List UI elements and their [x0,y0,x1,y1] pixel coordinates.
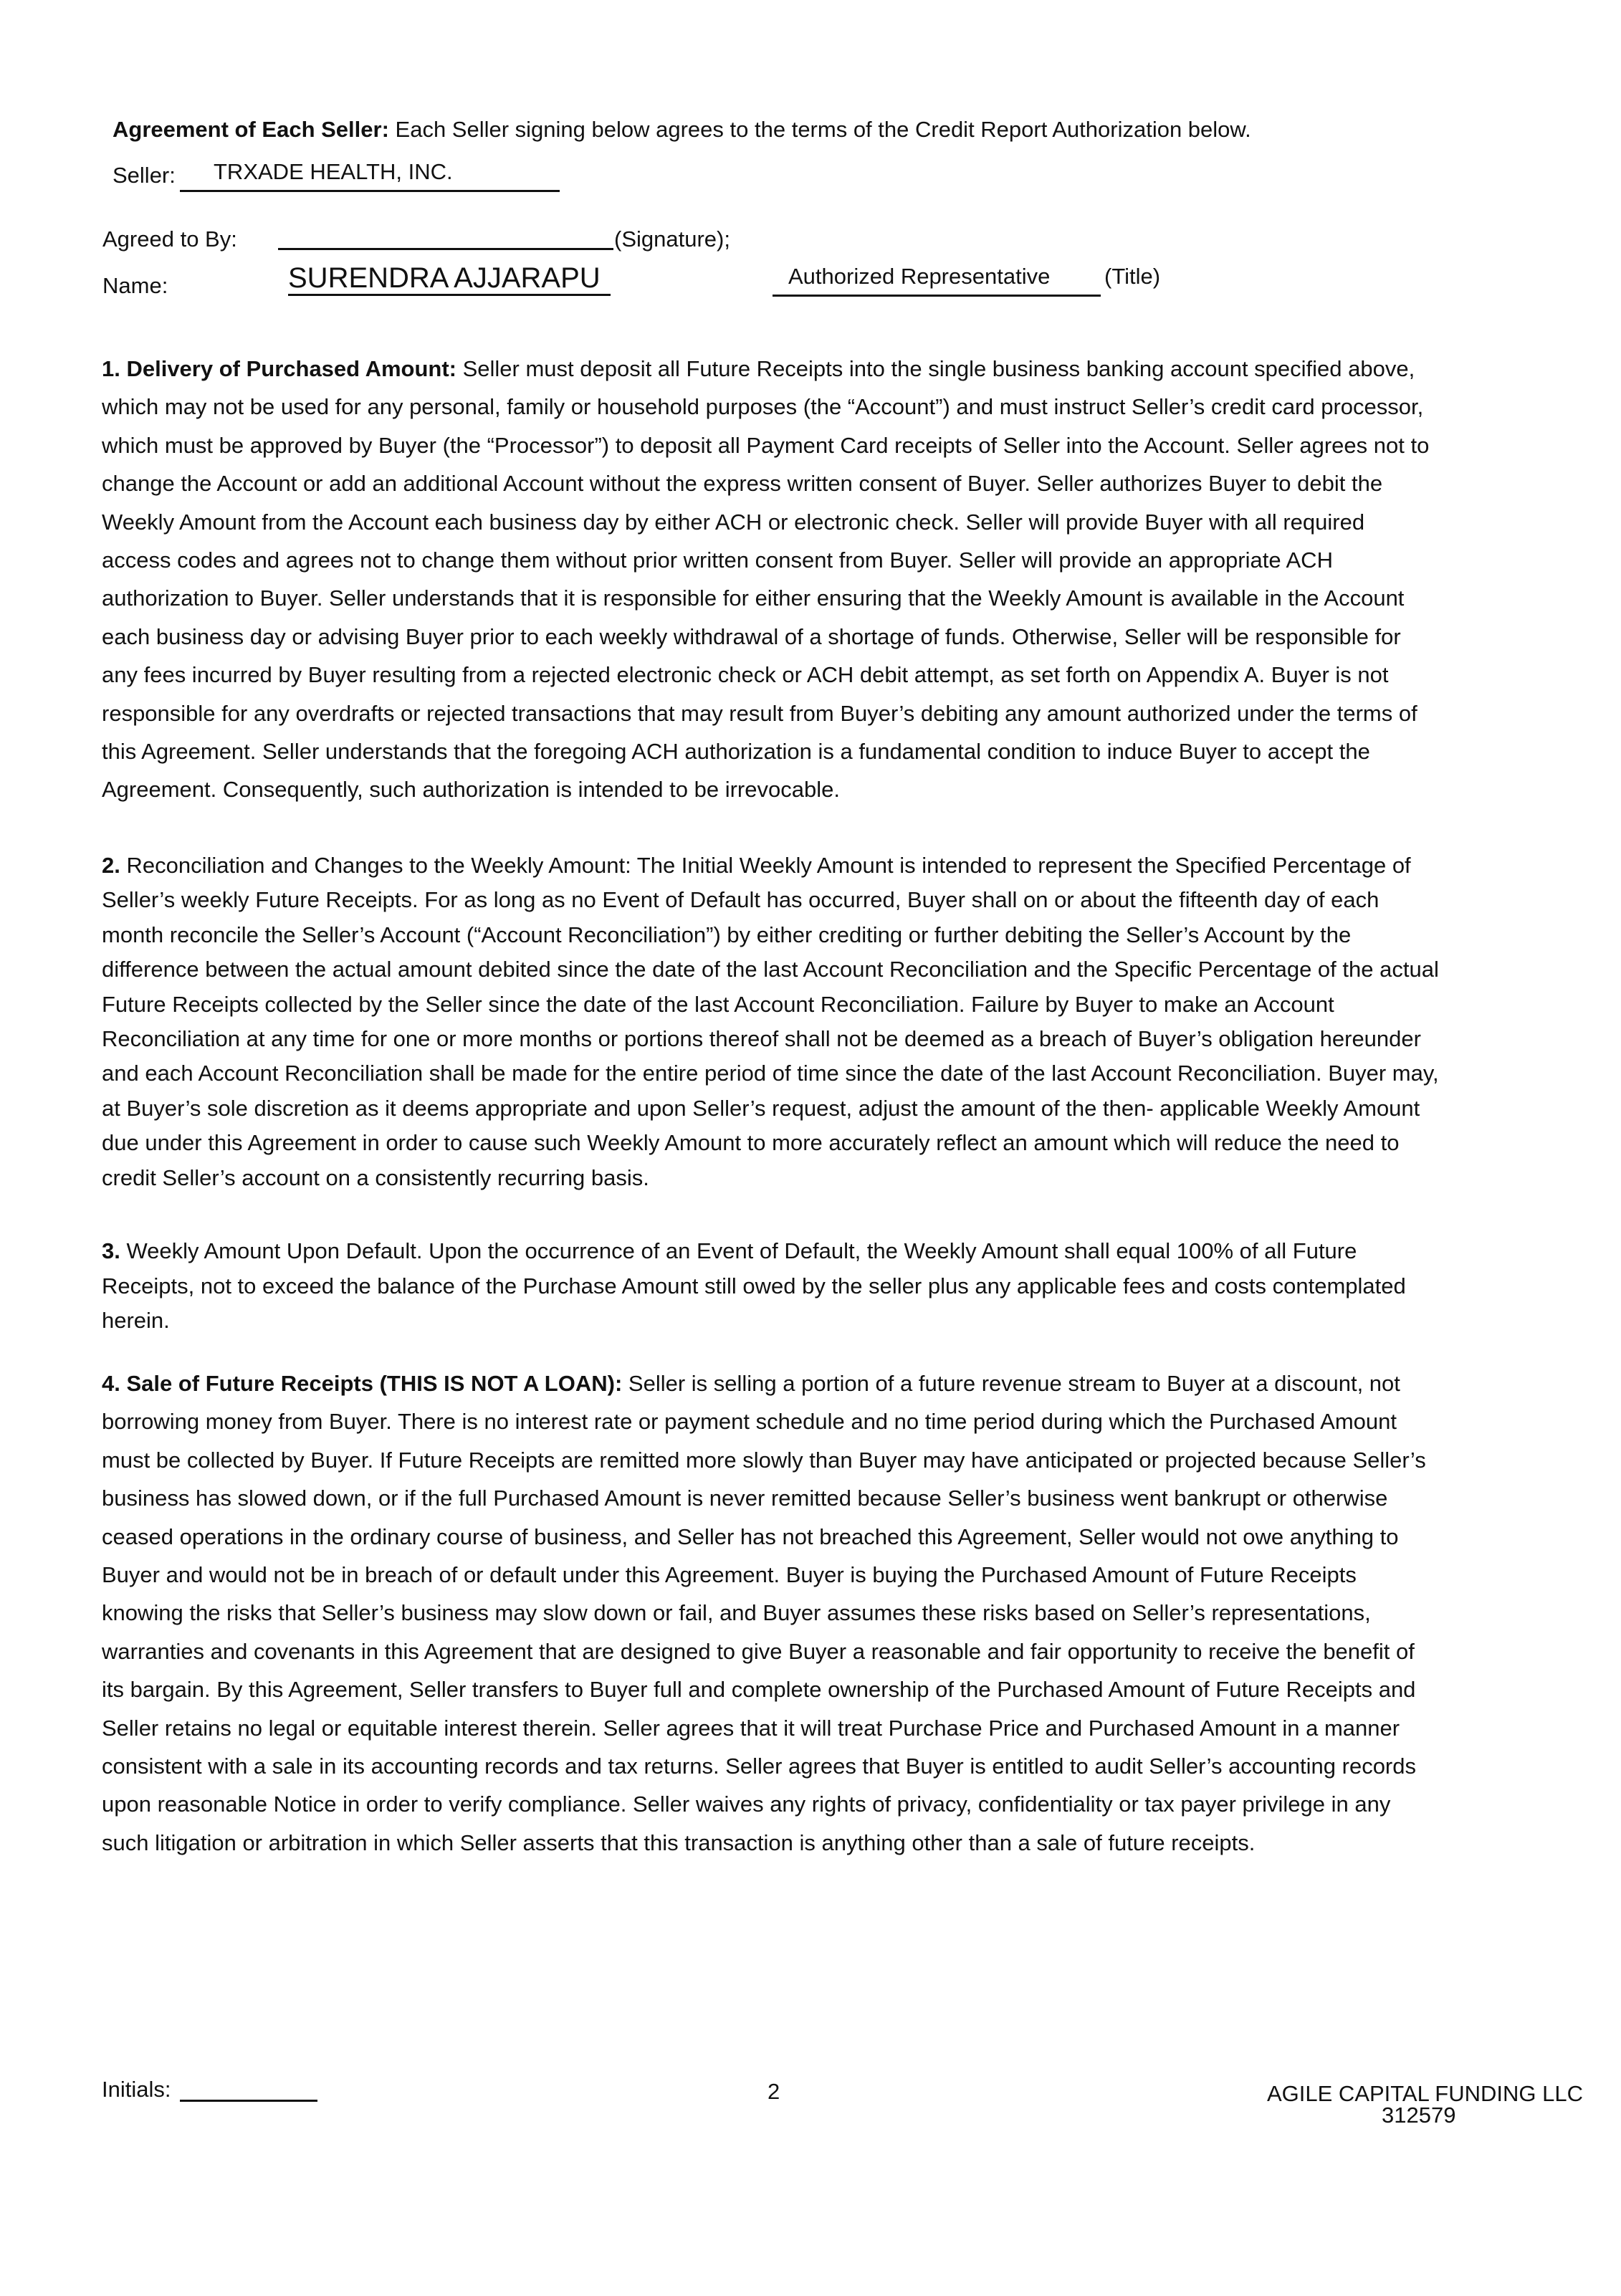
section-line: warranties and covenants in this Agreement that are designed to give Buyer a reasonable and fair opportunity to receive the benefit of [102,1638,1415,1664]
agreement-line [113,118,1251,140]
section-line: business has slowed down, or if the full Purchased Amount is never remitted because Seller’s business went bankrupt or otherwise [102,1486,1388,1511]
section-line: change the Account or add an additional Account without the express written consent of Buyer. Seller authorizes Buyer to debit the [102,471,1383,497]
signature-line[interactable] [278,248,613,250]
section-line: any fees incurred by Buyer resulting from a rejected electronic check or ACH debit attempt, as set forth on Appendix A. Buyer is not [102,662,1389,688]
section-line: difference between the actual amount debited since the date of the last Account Reconciliation and the Specific Percentage of the actual [102,957,1439,982]
section-reconciliation [102,848,1506,1195]
section-line: at Buyer’s sole discretion as it deems appropriate and upon Seller’s request, adjust the amount of the then- applicable Weekly Amount [102,1095,1420,1121]
section-line: 1. Delivery of Purchased Amount: Seller must deposit all Future Receipts into the single business banking account specified above, [102,356,1415,381]
section-line: Seller retains no legal or equitable interest therein. Seller agrees that it will treat Purchase Price and Purchased Amount in a manner [102,1715,1400,1741]
section-line: each business day or advising Buyer prior to each weekly withdrawal of a shortage of funds. Otherwise, Seller will be responsible for [102,623,1401,649]
section-line: ceased operations in the ordinary course of business, and Seller has not breached this Agreement, Seller would not owe anything to [102,1524,1399,1549]
section-line: knowing the risks that Seller’s business may slow down or fail, and Buyer assumes these risks based on Seller’s representations, [102,1600,1371,1626]
section-line: Future Receipts collected by the Seller since the date of the last Account Reconciliation. Failure by Buyer to make an Account [102,991,1334,1017]
section-line: consistent with a sale in its accounting records and tax returns. Seller agrees that Buyer is entitled to audit Seller’s accounting records [102,1754,1416,1779]
section-line: 4. Sale of Future Receipts (THIS IS NOT A LOAN): Seller is selling a portion of a future revenue stream to Buyer at a discount, not [102,1371,1400,1396]
agreement-text: Each Seller signing below agrees to the terms of the Credit Report Authorization below. [395,117,1251,142]
name-label: Name: [102,273,168,298]
section-line: Agreement. Consequently, such authorization is intended to be irrevocable. [102,777,840,803]
section-line: credit Seller’s account on a consistently recurring basis. [102,1164,649,1190]
section-line: its bargain. By this Agreement, Seller transfers to Buyer full and complete ownership of the Purchased Amount of Future Receipts and [102,1677,1416,1703]
section-heading: 1. Delivery of Purchased Amount: [102,356,456,381]
section-line: and each Account Reconciliation shall be made for the entire period of time since the date of the last Account Reconciliation. Buyer may, [102,1061,1439,1086]
seller-label: Seller: [113,163,176,188]
section-line: access codes and agrees not to change them without prior written consent from Buyer. Seller will provide an appropriate ACH [102,547,1333,573]
initials-line[interactable] [180,2100,317,2102]
signature-suffix: (Signature); [614,226,730,252]
section-line: month reconcile the Seller’s Account (“Account Reconciliation”) by either crediting or further debiting the Seller’s Account by the [102,922,1352,947]
section-sale-of-future-receipts [102,1364,1506,1862]
section-line: must be collected by Buyer. If Future Receipts are remitted more slowly than Buyer may have anticipated or projected because Seller’s [102,1447,1426,1473]
section-line: upon reasonable Notice in order to verify compliance. Seller waives any rights of privacy, confidentiality or tax payer privilege in any [102,1792,1391,1817]
section-line: herein. [102,1308,170,1333]
section-heading: 2. [102,853,120,878]
title-value: Authorized Representative [788,264,1051,289]
name-underline [288,294,611,296]
section-line: Buyer and would not be in breach of or default under this Agreement. Buyer is buying the Purchased Amount of Future Receipts [102,1562,1357,1588]
section-line: Seller’s weekly Future Receipts. For as long as no Event of Default has occurred, Buyer shall on or about the fifteenth day of each [102,887,1379,913]
seller-underline [180,190,560,192]
section-line: which may not be used for any personal, family or household purposes (the “Account”) and must instruct Seller’s credit card processor, [102,394,1424,420]
section-line: responsible for any overdrafts or rejected transactions that may result from Buyer’s debiting any amount authorized under the terms of [102,700,1417,726]
section-heading: 3. [102,1238,120,1263]
footer-company: AGILE CAPITAL FUNDING LLC [1267,2081,1583,2106]
agreement-label: Agreement of Each Seller: [113,117,389,142]
agreed-by-label: Agreed to By: [102,226,237,252]
page-number: 2 [768,2079,780,2104]
title-label: (Title) [1104,264,1161,289]
section-line: due under this Agreement in order to cause such Weekly Amount to more accurately reflect an amount which will reduce the need to [102,1130,1400,1156]
section-line: authorization to Buyer. Seller understands that it is responsible for either ensuring that the Weekly Amount is available in the Account [102,585,1405,611]
section-line: this Agreement. Seller understands that the foregoing ACH authorization is a fundamental condition to induce Buyer to accept the [102,739,1370,765]
section-line: 2. Reconciliation and Changes to the Weekly Amount: The Initial Weekly Amount is intended to represent the Specified Percentage of [102,853,1411,878]
section-heading: 4. Sale of Future Receipts (THIS IS NOT A LOAN): [102,1371,623,1396]
section-line: which must be approved by Buyer (the “Processor”) to deposit all Payment Card receipts of Seller into the Account. Seller agrees not to [102,432,1430,458]
section-line: borrowing money from Buyer. There is no interest rate or payment schedule and no time period during which the Purchased Amount [102,1409,1397,1435]
title-underline [773,295,1101,297]
section-line: Reconciliation at any time for one or more months or portions thereof shall not be deemed as a breach of Buyer’s obligation hereunder [102,1026,1421,1052]
section-line: 3. Weekly Amount Upon Default. Upon the occurrence of an Event of Default, the Weekly Amount shall equal 100% of all Future [102,1238,1357,1263]
name-value: SURENDRA AJJARAPU [288,262,601,294]
seller-value: TRXADE HEALTH, INC. [214,159,453,184]
footer-reference: 312579 [1382,2103,1456,2128]
section-line: such litigation or arbitration in which Seller asserts that this transaction is anything other than a sale of future receipts. [102,1829,1256,1855]
section-delivery-of-purchased-amount [102,350,1506,809]
section-line: Receipts, not to exceed the balance of the Purchase Amount still owed by the seller plus any applicable fees and costs contemplated [102,1273,1406,1298]
section-line: Weekly Amount from the Account each business day by either ACH or electronic check. Seller will provide Buyer with all required [102,509,1365,535]
section-weekly-amount-upon-default [102,1234,1506,1339]
initials-label: Initials: [102,2077,171,2102]
